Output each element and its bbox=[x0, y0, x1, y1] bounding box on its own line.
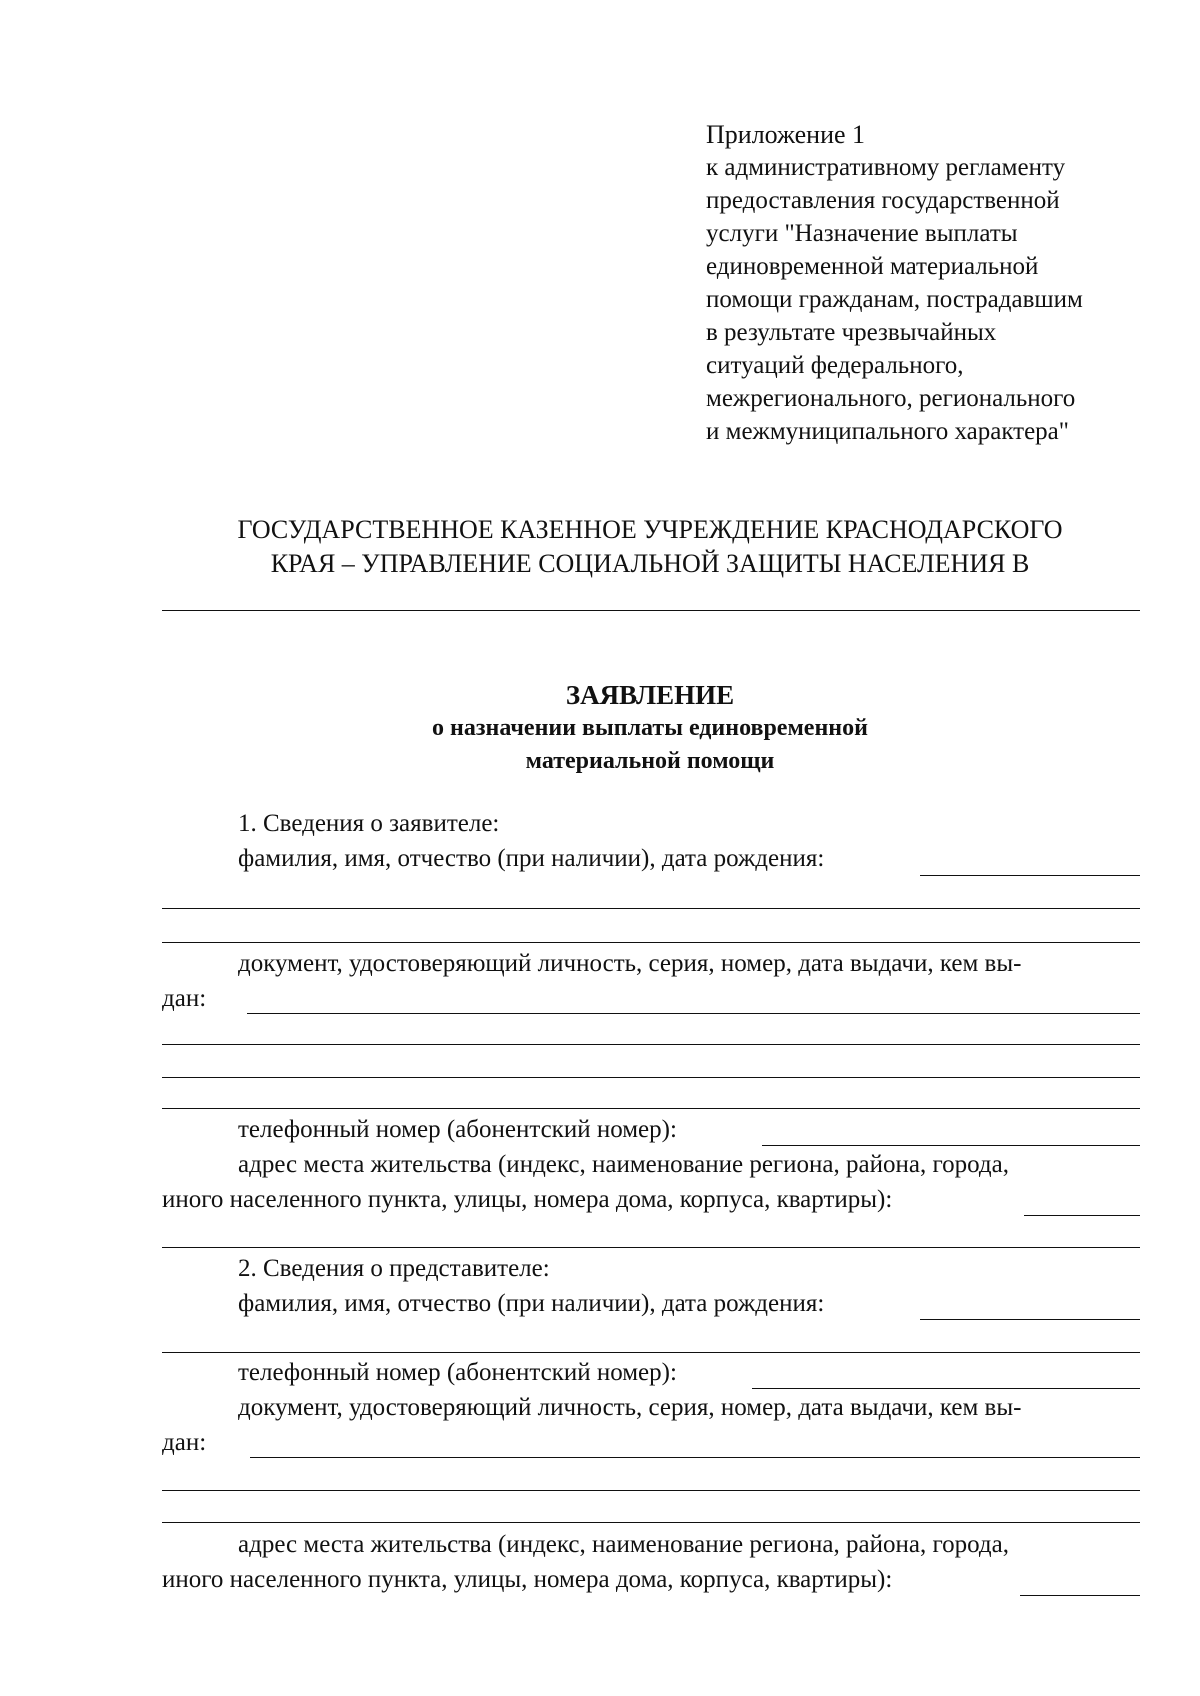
applicant-address-field-line-2[interactable] bbox=[162, 1247, 1140, 1248]
representative-phone-field[interactable] bbox=[752, 1388, 1140, 1389]
appendix-line: и межмуниципального характера" bbox=[706, 418, 1069, 445]
representative-section-heading: 2. Сведения о представителе: bbox=[238, 1255, 550, 1282]
applicant-phone-field[interactable] bbox=[762, 1145, 1140, 1146]
applicant-document-field-line-2[interactable] bbox=[162, 1044, 1140, 1045]
appendix-line: предоставления государственной bbox=[706, 187, 1060, 214]
organization-name-line-1: ГОСУДАРСТВЕННОЕ КАЗЕННОЕ УЧРЕЖДЕНИЕ КРАСНОДАРСКОГО bbox=[237, 515, 1063, 544]
appendix-line: к административному регламенту bbox=[706, 154, 1066, 181]
appendix-line: единовременной материальной bbox=[706, 253, 1039, 280]
representative-address-label-line-1: адрес места жительства (индекс, наименование региона, района, города, bbox=[238, 1531, 1009, 1558]
appendix-line: в результате чрезвычайных bbox=[706, 319, 997, 346]
representative-fio-label: фамилия, имя, отчество (при наличии), дата рождения: bbox=[238, 1290, 825, 1317]
applicant-address-label-line-2: иного населенного пункта, улицы, номера дома, корпуса, квартиры): bbox=[162, 1186, 893, 1213]
appendix-line: помощи гражданам, пострадавшим bbox=[706, 286, 1083, 313]
appendix-title: Приложение 1 bbox=[706, 120, 866, 149]
applicant-document-field-line-3[interactable] bbox=[162, 1077, 1140, 1078]
applicant-fio-field[interactable] bbox=[920, 875, 1140, 876]
organization-name-line-2: КРАЯ – УПРАВЛЕНИЕ СОЦИАЛЬНОЙ ЗАЩИТЫ НАСЕЛЕНИЯ В bbox=[270, 549, 1030, 578]
document-title: ЗАЯВЛЕНИЕ bbox=[565, 680, 735, 710]
applicant-document-field-line-4[interactable] bbox=[162, 1108, 1140, 1109]
representative-document-field-line-3[interactable] bbox=[162, 1522, 1140, 1523]
representative-document-label-line-2: дан: bbox=[162, 1429, 207, 1456]
appendix-line: услуги "Назначение выплаты bbox=[706, 220, 1018, 247]
representative-phone-label: телефонный номер (абонентский номер): bbox=[238, 1359, 677, 1386]
representative-address-field[interactable] bbox=[1020, 1595, 1140, 1596]
applicant-section-heading: 1. Сведения о заявителе: bbox=[238, 810, 500, 837]
representative-document-field-line-2[interactable] bbox=[162, 1490, 1140, 1491]
appendix-line: ситуаций федерального, bbox=[706, 352, 964, 379]
applicant-document-label-line-2: дан: bbox=[162, 985, 207, 1012]
applicant-fio-field-line-2[interactable] bbox=[162, 908, 1140, 909]
applicant-fio-label: фамилия, имя, отчество (при наличии), дата рождения: bbox=[238, 845, 825, 872]
document-subtitle-line-2: материальной помощи bbox=[525, 748, 775, 774]
representative-document-field[interactable] bbox=[250, 1457, 1140, 1458]
applicant-address-label-line-1: адрес места жительства (индекс, наименование региона, района, города, bbox=[238, 1151, 1009, 1178]
organization-location-field[interactable] bbox=[162, 610, 1140, 611]
appendix-line: межрегионального, регионального bbox=[706, 385, 1076, 412]
representative-document-label-line-1: документ, удостоверяющий личность, серия, номер, дата выдачи, кем вы- bbox=[238, 1394, 1022, 1421]
document-subtitle-line-1: о назначении выплаты единовременной bbox=[432, 715, 868, 741]
appendix-block bbox=[706, 118, 1083, 448]
applicant-phone-label: телефонный номер (абонентский номер): bbox=[238, 1116, 677, 1143]
representative-address-label-line-2: иного населенного пункта, улицы, номера дома, корпуса, квартиры): bbox=[162, 1566, 893, 1593]
applicant-document-label-line-1: документ, удостоверяющий личность, серия, номер, дата выдачи, кем вы- bbox=[238, 950, 1022, 977]
representative-fio-field-line-2[interactable] bbox=[162, 1352, 1140, 1353]
representative-fio-field[interactable] bbox=[920, 1319, 1140, 1320]
applicant-fio-field-line-3[interactable] bbox=[162, 942, 1140, 943]
applicant-address-field[interactable] bbox=[1024, 1215, 1140, 1216]
applicant-document-field[interactable] bbox=[247, 1013, 1140, 1014]
